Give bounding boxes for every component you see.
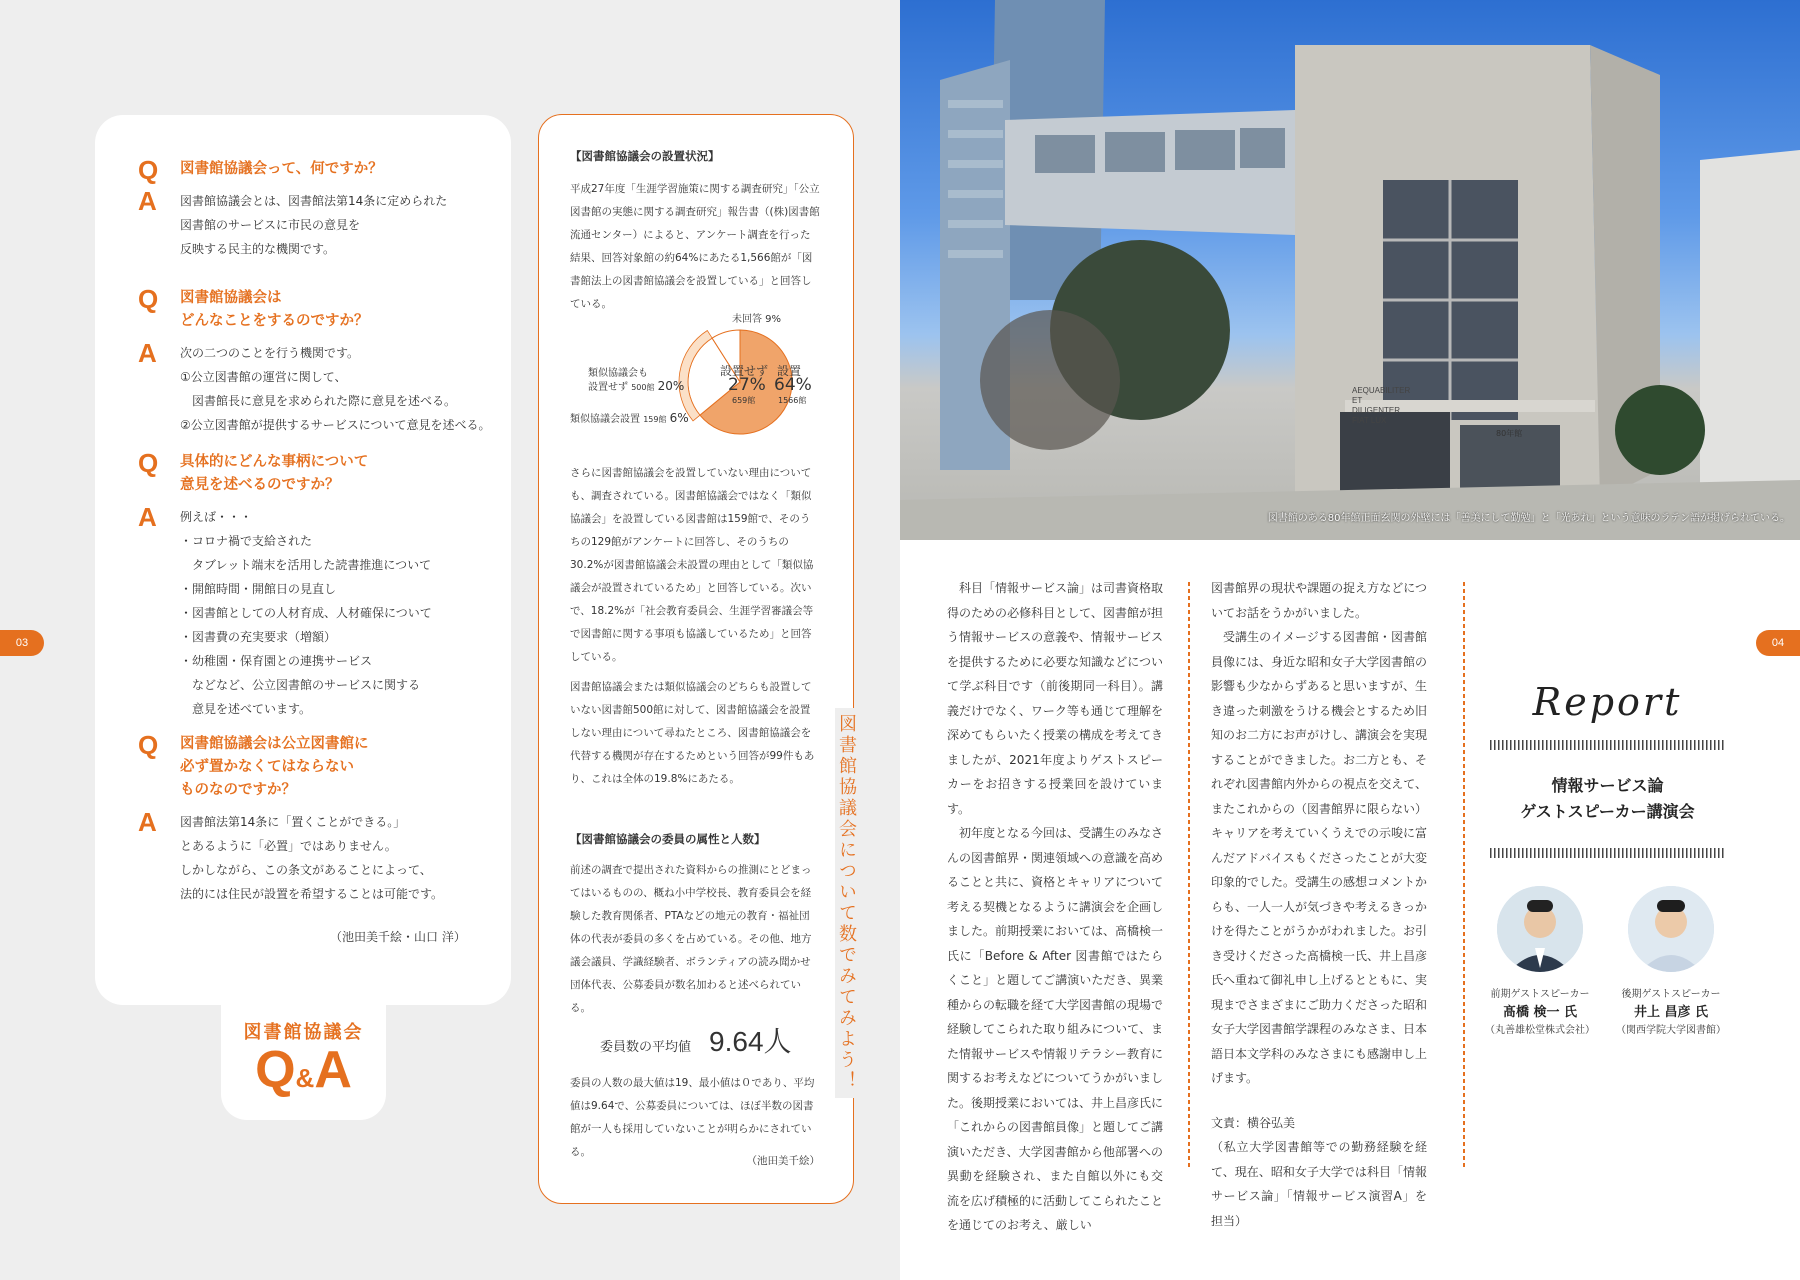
stats-section-2 xyxy=(570,828,820,1020)
answer-text: 例えば・・・ ・コロナ禍で支給された タブレット端末を活用した読書推進について ・開館時間・開館日の見直し ・図書館としての人材育成、人材確保について ・図書費の充実要求（増額） ・幼稚園・保育園との連携サービス などなど、公立図書館のサービスに関する 意見を述べています。 xyxy=(180,510,432,716)
building-photo xyxy=(900,0,1800,540)
qa-item-4 xyxy=(138,730,508,906)
report-hatch-top xyxy=(1490,740,1725,750)
page-number-left: 03 xyxy=(0,630,44,656)
stats-credit: （池田美千絵） xyxy=(746,1155,820,1167)
answer-text: 次の二つのことを行う機関です。 ①公立図書館の運営に関して、 図書館長に意見を求められた際に意見を述べる。 ②公立図書館が提供するサービスについて意見を述べる。 xyxy=(180,346,491,432)
speaker-1-photo xyxy=(1497,886,1583,972)
pie-label-unanswered: 未回答 9% xyxy=(732,314,782,325)
stats-paragraph: 平成27年度「生涯学習施策に関する調査研究」「公立図書館の実態に関する調査研究」報告書（(株)図書館流通センター）によると、アンケート調査を行った結果、回答対象館の約64%にあたる1,566館が「図書館法上の図書館協議会を設置している」と回答している。 xyxy=(570,183,820,310)
pie-label-sezu-count: 659館 xyxy=(732,396,756,405)
pie-label-ruiji-set: 類似協議会設置 159館 6% xyxy=(570,411,689,425)
question-text: 図書館協議会は どんなことをするのですか？ xyxy=(180,290,369,329)
qa-item-3 xyxy=(138,448,508,721)
article-credit-note: （私立大学図書館等での勤務経験を経て、現在、昭和女子大学では科目「情報サービス論」「情報サービス演習A」を担当） xyxy=(1211,1140,1427,1228)
pie-label-sezu: 設置せず xyxy=(720,364,769,378)
stats-heading: 【図書館協議会の設置状況】 xyxy=(570,149,720,163)
stats-section-1 xyxy=(570,145,820,316)
stats-paragraph-5: 委員の人数の最大値は19、最小値は０であり、平均値は9.64で、公募委員については、ほぼ半数の図書館が一人も採用していないことが明らかにされている。 xyxy=(570,1077,815,1158)
speaker-2: 後期ゲストスピーカー 井上 昌彦 氏 （関西学院大学図書館） xyxy=(1616,989,1726,1036)
a-mark: A xyxy=(138,502,157,532)
pie-label-ruiji-none: 類似協議会も xyxy=(588,368,648,379)
question-text: 図書館協議会って、何ですか？ xyxy=(180,161,383,177)
qa-item-1 xyxy=(138,155,508,261)
question-text: 具体的にどんな事柄について 意見を述べるのですか？ xyxy=(180,454,369,493)
column-divider xyxy=(1463,582,1465,1167)
pie-label-ruiji-none-2: 設置せず 500館 20% xyxy=(588,379,685,393)
building-sign: 80年館 xyxy=(1496,429,1523,438)
pie-label-setchi-count: 1566館 xyxy=(778,396,807,405)
q-mark: Q xyxy=(138,730,159,760)
a-mark: A xyxy=(138,807,157,837)
qa-credit: （池田美千絵・山口 洋） xyxy=(330,930,466,944)
stats-paragraph-2: さらに図書館協議会を設置していない理由についても、調査されている。図書館協議会ではなく「類似協議会」を設置している図書館は159館で、そのうちの129館がアンケートに回答し、そのうちの30.2%が図書館協議会未設置の理由として「類似協議会が設置されているため」と回答している。次いで、18.2%が「社会教育委員会、生涯学習審議会等で図書館に関する事項も協議しているため」と回答している。 xyxy=(570,467,814,663)
report-hatch-bottom xyxy=(1490,848,1725,858)
article-paragraph: 初年度となる今回は、受講生のみなさんの図書館界・関連領域への意識を高めることと共に、資格とキャリアについて考える契機となるように講演会を企画しました。前期授業においては、髙橋検一氏に「Before & After 図書館ではたらくこと」と題してご講演いただき、異業種からの転職を経て大学図書館の現場で経験してこられた取り組みについて、また情報サービスや情報リテラシー教育に関するお考えなどについてうかがいました。後期授業においては、井上昌彦氏に「これからの図書館員像」と題してご講演いただき、大学図書館から他部署への異動を経験され、また自館以外にも交流を広げ積極的に活動してこられたことを通じてのお考え、厳しい xyxy=(947,826,1164,1232)
article-paragraph: 科目「情報サービス論」は司書資格取得のための必修科目として、図書館が担う情報サービスの意義や、情報サービスを提供するために必要な知識などについて学ぶ科目です（前後期同一科目）。講義だけでなく、ワーク等も通じて理解を深めてもらいたく授業の構成を考えてきましたが、2021年度よりゲストスピーカーをお招きする授業回を設けています。 xyxy=(947,581,1164,816)
article-column-1 xyxy=(947,576,1163,1238)
column-divider xyxy=(1188,582,1190,1167)
building-illustration xyxy=(900,0,1800,540)
q-mark: Q xyxy=(138,155,159,185)
event-title: 情報サービス論 ゲストスピーカー講演会 xyxy=(1520,776,1695,821)
answer-text: 図書館協議会とは、図書館法第14条に定められた 図書館のサービスに市民の意見を 反映する民主的な機関です。 xyxy=(180,194,448,256)
photo-caption: 図書館のある80年館正面玄関の外壁には「善美にして勤勉」と「光あれ」という意味のラテン語が掲げられている。 xyxy=(1267,513,1790,524)
pie-chart xyxy=(570,310,820,440)
pie-label-setchi-pct: 64% xyxy=(774,375,812,395)
report-label: Report xyxy=(1532,680,1683,724)
qa-item-2 xyxy=(138,284,508,437)
page-number-right: 04 xyxy=(1756,630,1800,656)
qa-tab-logo: Q&A xyxy=(255,1041,352,1099)
article-paragraph: 受講生のイメージする図書館・図書館員像には、身近な昭和女子大学図書館の影響も少なからずあると思いますが、生き違った刺激をうける機会とするため旧知のお二方にお声がけし、講演会を実現することができました。お二方とも、それぞれ図書館内外からの視点を交えて、またこれからの（図書館界に限らない）キャリアを考えていくうえでの示唆に富んだアドバイスもくださったことが大変印象的でした。受講生の感想コメントからも、一人一人が気づきや考えるきっかけを得たことがうかがわれました。お引き受けくださった髙橋検一氏、井上昌彦氏へ重ねて御礼申し上げるとともに、実現までさまざまにご助力くださった昭和女子大学図書館学課程のみなさま、日本語日本文学科のみなさまにも感謝申し上げます。 xyxy=(1211,630,1428,1085)
avg-committee: 委員数の平均値 9.64人 xyxy=(600,1026,792,1057)
article-column-2 xyxy=(1211,576,1427,1233)
speaker-2-photo xyxy=(1628,886,1714,972)
q-mark: Q xyxy=(138,448,159,478)
article-paragraph: 図書館界の現状や課題の捉え方などについてお話をうかがいました。 xyxy=(1211,581,1427,620)
speaker-1: 前期ゲストスピーカー 髙橋 検一 氏 （丸善雄松堂株式会社） xyxy=(1485,989,1595,1036)
right-page xyxy=(900,0,1800,1280)
pie-label-setchi: 設置 xyxy=(777,364,802,378)
stats-heading: 【図書館協議会の委員の属性と人数】 xyxy=(570,832,766,846)
inscription: AEQUABILITER ET DILIGENTER FIAT LUX xyxy=(1352,386,1411,425)
article-credit-name: 文責：横谷弘美 xyxy=(1211,1115,1296,1130)
stats-paragraph: 前述の調査で提出された資料からの推測にとどまってはいるものの、概ね小中学校長、教育委員会を経験した教育関係者、PTAなどの地元の教育・福祉団体の代表が委員の多くを占めている。その他、地方議会議員、学識経験者、ボランティアの読み聞かせ団体代表、公募委員が数名加わると述べられている。 xyxy=(570,864,812,1014)
answer-text: 図書館法第14条に「置くことができる。」 とあるように「必置」ではありません。 しかしながら、この条文があることによって、 法的には住民が設置を希望することは可能です。 xyxy=(180,815,444,901)
qa-tab-title: 図書館協議会 xyxy=(243,1022,364,1043)
pie-label-sezu-pct: 27% xyxy=(728,375,766,395)
a-mark: A xyxy=(138,186,157,216)
stats-paragraph-3: 図書館協議会または類似協議会のどちらも設置していない図書館500館に対して、図書館協議会を設置しない理由について尋ねたところ、図書館協議会を代替する機関が存在するためという回答が99件もあり、これは全体の19.8%にあたる。 xyxy=(570,681,815,785)
vertical-title: 図書館協議会について数でみてみよう！ xyxy=(835,708,859,1098)
q-mark: Q xyxy=(138,284,159,314)
question-text: 図書館協議会は公立図書館に 必ず置かなくてはならない ものなのですか？ xyxy=(180,736,369,798)
a-mark: A xyxy=(138,338,157,368)
